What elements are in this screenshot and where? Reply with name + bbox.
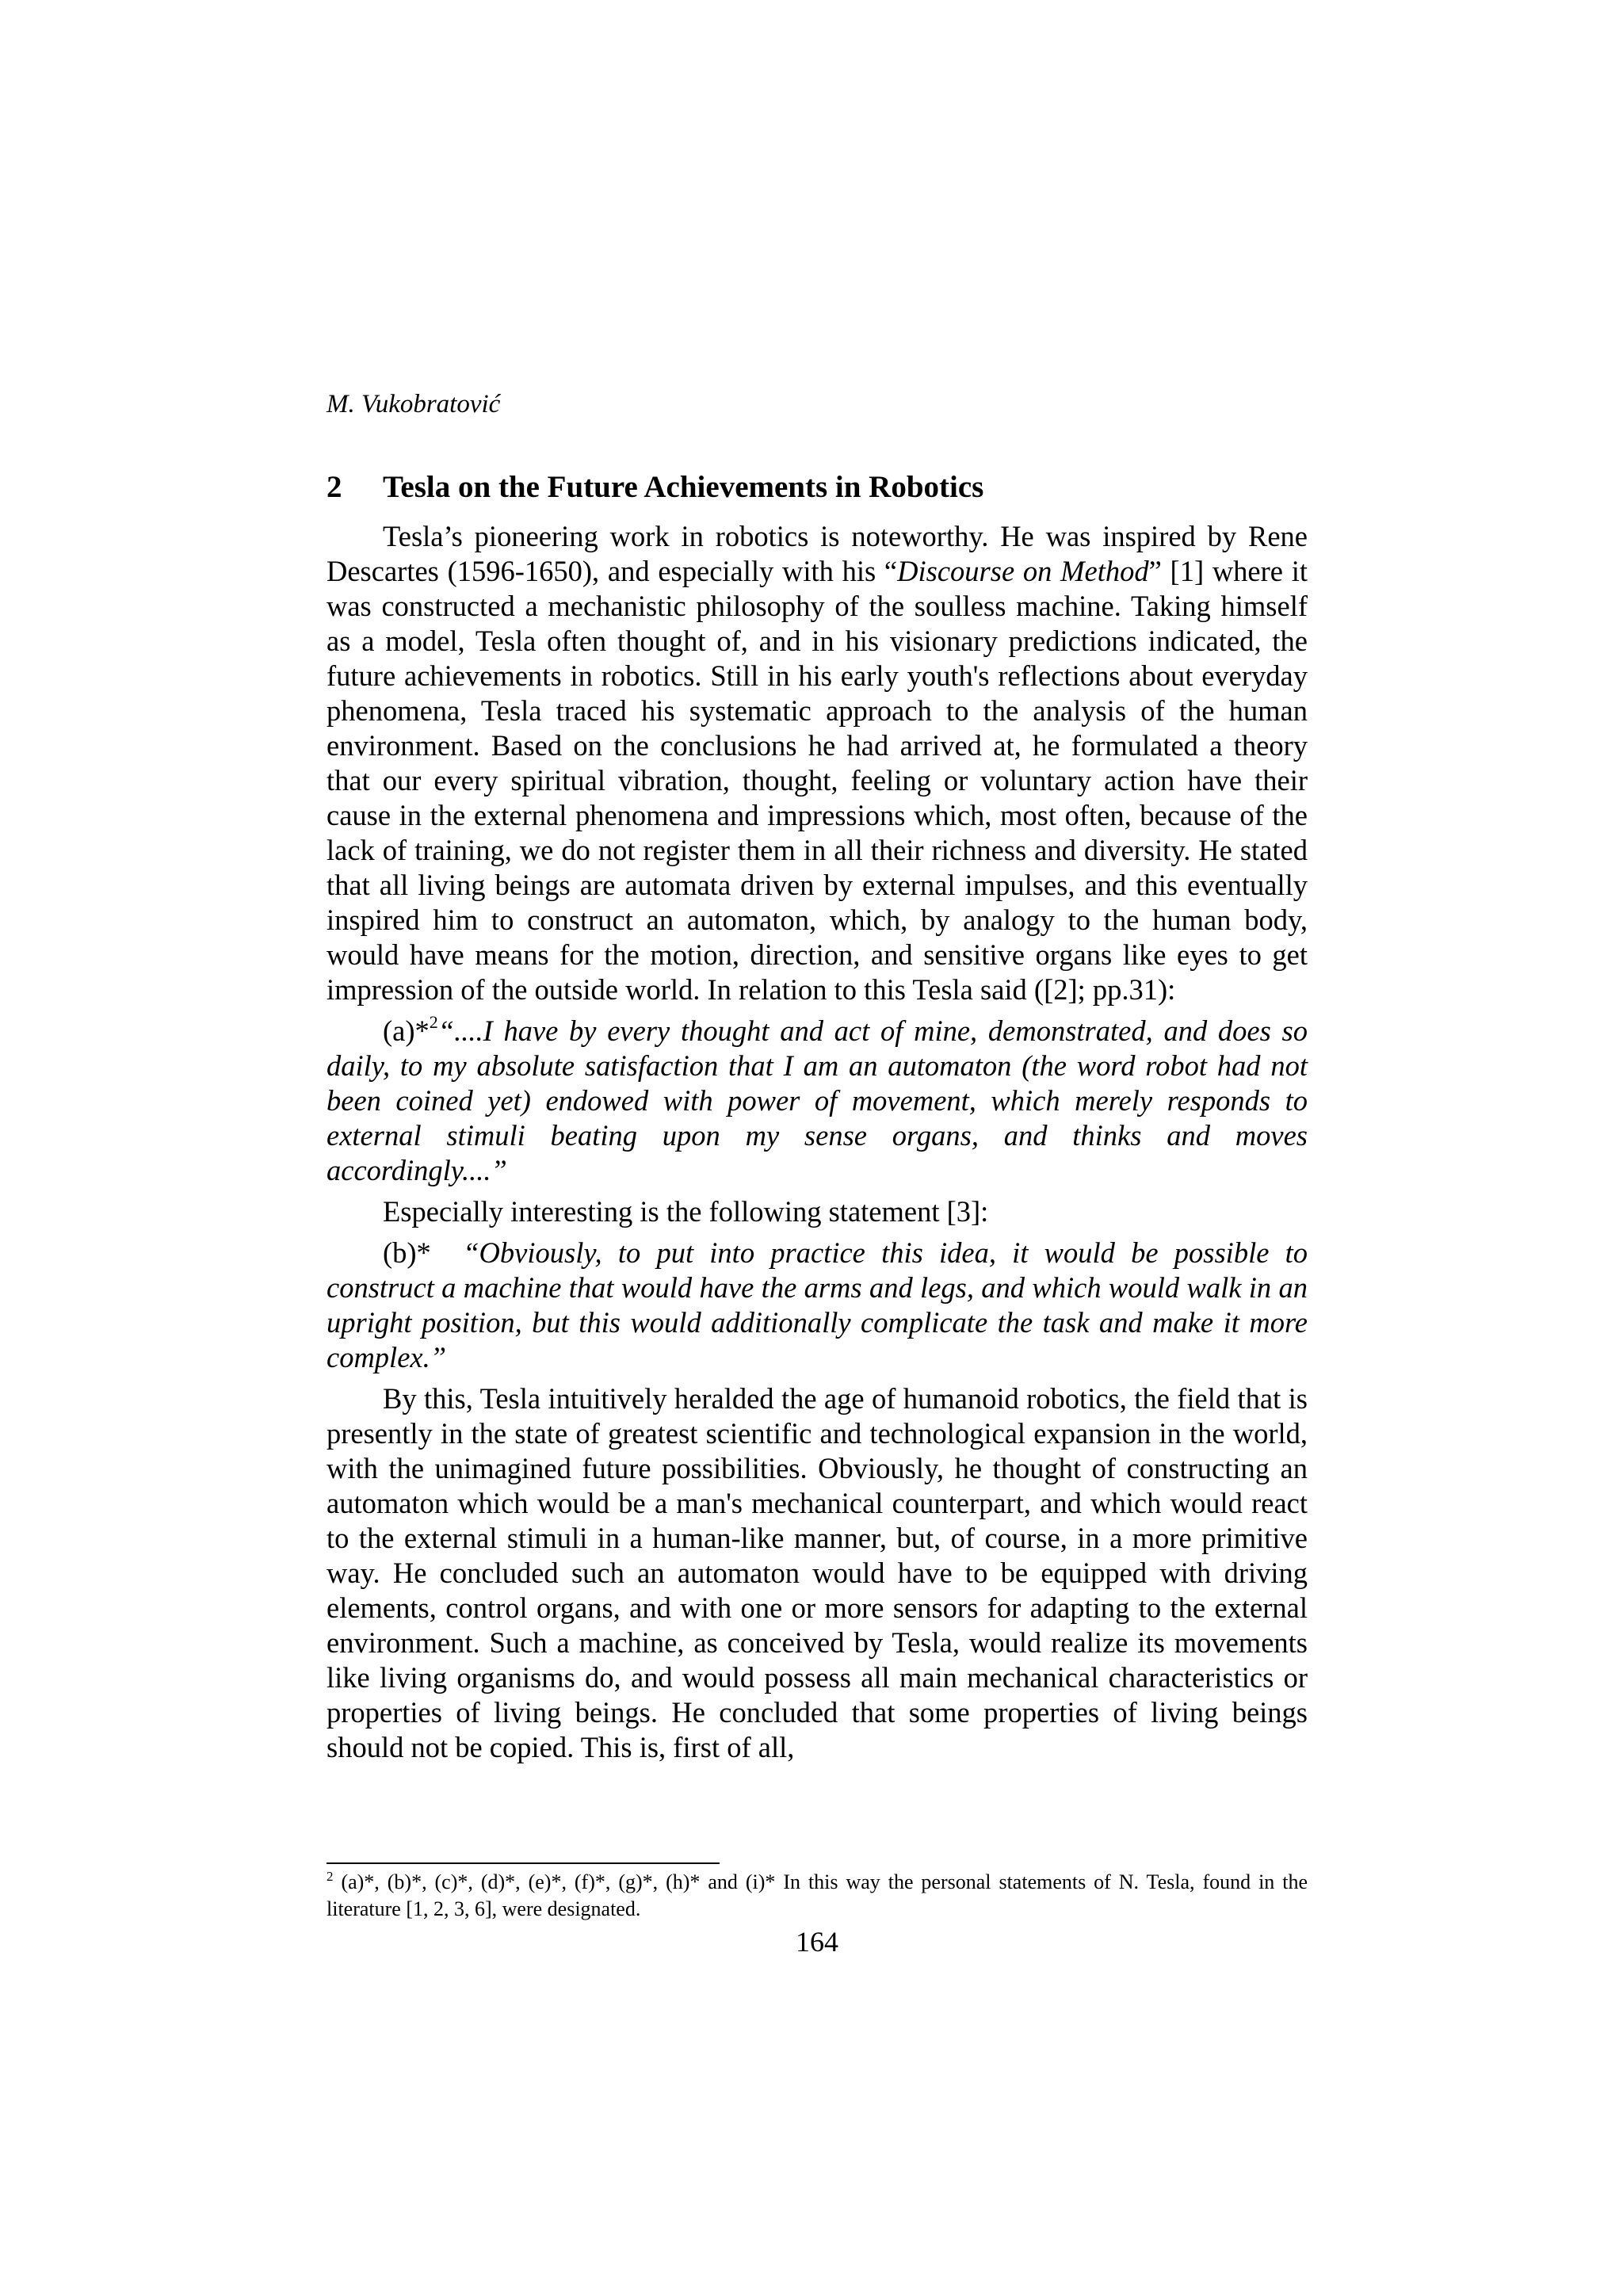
page-number: 164 xyxy=(796,1926,838,1958)
section-number: 2 xyxy=(327,470,342,504)
paragraph-humanoid-robotics: By this, Tesla intuitively heralded the age of humanoid robotics, the field that is presently in the state of greatest scientific and technological expansion in the world, with the unimagined future possibilities. Obviously, he thought of constructing an automaton which would be a man's mechanical counterpart, and which would react to the external stimuli in a human-like manner, but, of course, in a more primitive way. He concluded such an automaton would have to be equipped with driving elements, control organs, and with one or more sensors for adapting to the external environment. Such a machine, as conceived by Tesla, would realize its movements like living organisms do, and would possess all main mechanical characteristics or properties of living beings. He concluded that some properties of living beings should not be copied. This is, first of all, xyxy=(327,1382,1308,1763)
quote-b-text: “Obviously, to put into practice this idea, it would be possible to construct a machine that would have the arms and legs, and which would walk in an upright position, but this would additionally complicate the task and make it more complex.” xyxy=(327,1236,1308,1373)
quote-a-text: “....I have by every thought and act of mine, demonstrated, and does so daily, to my absolute satisfaction that I am an automaton (the word robot had not been coined yet) endowed with power of movement, which merely responds to external stimuli beating upon my sense organs, and thinks and moves accordingly....” xyxy=(327,1014,1308,1186)
paragraph-intro-part-a: Tesla’s pioneering work in robotics is noteworthy. He was inspired by Rene Descartes (1596-1650), and especially with his “ xyxy=(327,520,1308,587)
running-head-author: M. Vukobratović xyxy=(327,390,501,418)
paragraph-intro xyxy=(327,519,1308,1007)
footnote-reference-mark: 2 xyxy=(429,1012,438,1032)
section-title: Tesla on the Future Achievements in Robotics xyxy=(383,470,984,504)
footnote-text: (a)*, (b)*, (c)*, (d)*, (e)*, (f)*, (g)*, (h)* and (i)* In this way the personal statements of N. Tesla, found in the literature [1, 2, 3, 6], were designated. xyxy=(327,1870,1308,1920)
quote-a xyxy=(327,1014,1308,1188)
footnote-mark: 2 xyxy=(327,1869,334,1884)
section-heading xyxy=(327,468,1308,507)
paragraph-statement-intro: Especially interesting is the following statement [3]: xyxy=(383,1195,989,1228)
quote-a-label: (a)* xyxy=(383,1014,430,1047)
paper-page xyxy=(327,0,1308,2296)
paragraph-intro-part-b: ” [1] where it was constructed a mechanistic philosophy of the soulless machine. Taking himself as a model, Tesla often thought of, and in his visionary predictions indicated, the future achievements in robotics. Still in his early youth's reflections about everyday phenomena, Tesla traced his systematic approach to the analysis of the human environment. Based on the conclusions he had arrived at, he formulated a theory that our every spiritual vibration, thought, feeling or voluntary action have their cause in the external phenomena and impressions which, most often, because of the lack of training, we do not register them in all their richness and diversity. He stated that all living beings are automata driven by external impulses, and this eventually inspired him to construct an automaton, which, by analogy to the human body, would have means for the motion, direction, and sensitive organs like eyes to get impression of the outside world. In relation to this Tesla said ([2]; pp.31): xyxy=(327,555,1308,1006)
footnote xyxy=(327,1869,1308,1923)
quote-b-label: (b)* xyxy=(383,1236,431,1269)
book-title-italic: Discourse on Method xyxy=(897,555,1149,587)
body-text xyxy=(327,519,1308,1771)
footnote-separator-rule xyxy=(327,1862,720,1864)
quote-b xyxy=(327,1236,1308,1375)
